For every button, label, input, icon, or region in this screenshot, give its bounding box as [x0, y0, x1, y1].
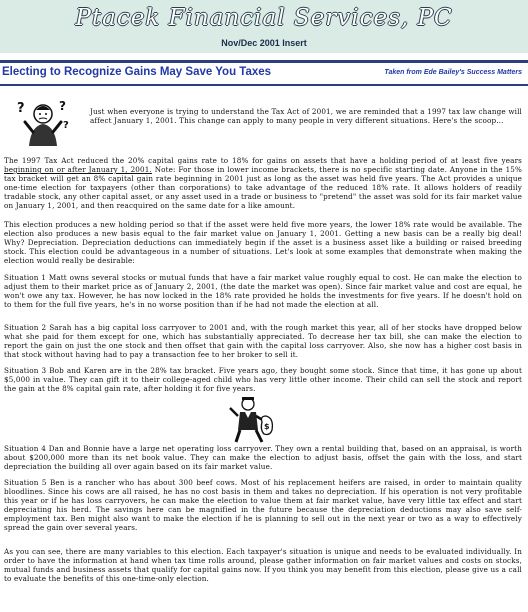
- paragraph-1-underlined: beginning on or after January 1, 2001.: [4, 165, 152, 175]
- situation-1: Situation 1 Matt owns several stocks or mutual funds that have a fair market value roughly equal to cost. He can make the election to adjust them to their market price as of January 2, 2001, (the date the market was open). Since fair market value and cost are equal, he won't owe any tax. However, he has now locked in the 18% rate provided he holds the investments for five years. If he doesn't hold on to them for the full five years, he's in no worse position than if he had not made the election at all.: [4, 273, 522, 310]
- masthead: [0, 0, 528, 53]
- intro-paragraph: Just when everyone is trying to understand the Tax Act of 2001, we are reminded that a 1997 tax law change will affect January 1, 2001. This change can apply to many people in very different situations. Here's the scoop...: [90, 107, 522, 126]
- person-with-question-marks-clipart: [15, 98, 73, 148]
- closing-paragraph: As you can see, there are many variables to this election. Each taxpayer's situation is unique and needs to be evaluated individually. In order to have the information at hand when tax time rolls around, please gather information on fair market values and costs on stocks, mutual funds and business assets that qualify for capital gains now. If you think you may benefit from this election, please give us a call to evaluate the benefits of this one-time-only election.: [4, 547, 522, 584]
- svg-text:?: ?: [17, 101, 25, 116]
- paragraph-1-text-b: Note: For those in lower income brackets, there is no specific starting date. Anyone in the 15% tax bracket will get an 8% capital gain rate beginning in 2001 just as long as the asset was held five years. The Act provides a unique one-time election for taxpayers (other than corporations) to take advantage of the reduced 18% rate. It allows holders of readily tradable stock, any other capital asset, or any asset used in a trade or business to "pretend" the asset was sold for its fair market value on January 1, 2001, and then reacquired on the same date for a like amount.: [4, 165, 522, 211]
- firm-name: Ptacek Financial Services, PC: [75, 5, 453, 31]
- svg-text:?: ?: [59, 99, 66, 113]
- header-rule: [0, 60, 528, 63]
- title-rule: [0, 84, 528, 86]
- situation-5: Situation 5 Ben is a rancher who has about 300 beef cows. Most of his replacement heifers are raised, in order to maintain quality bloodlines. Since his cows are all raised, he has no cost basis in them and takes no depreciation. If his operation is not very profitable this year or if he has loss carryovers, he can make the election to value them at fair market value, have very little tax effect and start depreciating his herd. The savings here can be magnified in the future because the depreciation deductions may also save self-employment tax. Ben might also want to make the election if he is planning to sell out in the next year or two as a way to effectively spread the gain over several years.: [4, 478, 522, 533]
- situation-3: Situation 3 Bob and Karen are in the 28% tax bracket. Five years ago, they bought some stock. Since that time, it has gone up about $5,000 in value. They can gift it to their college-aged child who has very little other income. Their child can sell the stock and report the gain at the 8% capital gain rate, after holding it for five years.: [4, 366, 522, 394]
- article-title: Electing to Recognize Gains May Save You Taxes: [2, 66, 272, 78]
- paragraph-1: [4, 156, 522, 210]
- issue-label: Nov/Dec 2001 Insert: [221, 38, 307, 48]
- article-source: Taken from Ede Bailey's Success Matters: [384, 69, 522, 76]
- svg-text:?: ?: [63, 120, 69, 131]
- svg-text:$: $: [264, 422, 270, 431]
- businessman-with-money-bag-clipart: [228, 396, 278, 444]
- situation-4: Situation 4 Dan and Bonnie have a large net operating loss carryover. They own a rental building that, based on an appraisal, is worth about $200,000 more than its net book value. They can make the election to adjust basis, offset the gain with the loss, and start depreciation the building all over again based on its fair market value.: [4, 444, 522, 472]
- situation-2: Situation 2 Sarah has a big capital loss carryover to 2001 and, with the rough market this year, all of her stocks have dropped below what she paid for them except for one, which has substantially appreciated. To decrease her tax bill, she can make the election to report the gain on just the one stock and then offset that gain with the capital loss carryover. Also, she now has a higher cost basis in that stock without having had to pay a transaction fee to her broker to sell it.: [4, 323, 522, 360]
- paragraph-2: This election produces a new holding period so that if the asset were held five more years, the lower 18% rate would be available. The election also produces a new basis equal to the fair market value on January 1, 2001. Getting a new basis can be a really big deal! Why? Depreciation. Depreciation deductions can immediately begin if the asset is a business asset like a building or raised breeding stock. This election could be advantageous in a number of situations. Let's look at some examples that demonstrate when making the election would really be desirable:: [4, 220, 522, 266]
- paragraph-1-text-a: The 1997 Tax Act reduced the 20% capital gains rate to 18% for gains on assets that have a holding period of at least five years: [4, 156, 522, 165]
